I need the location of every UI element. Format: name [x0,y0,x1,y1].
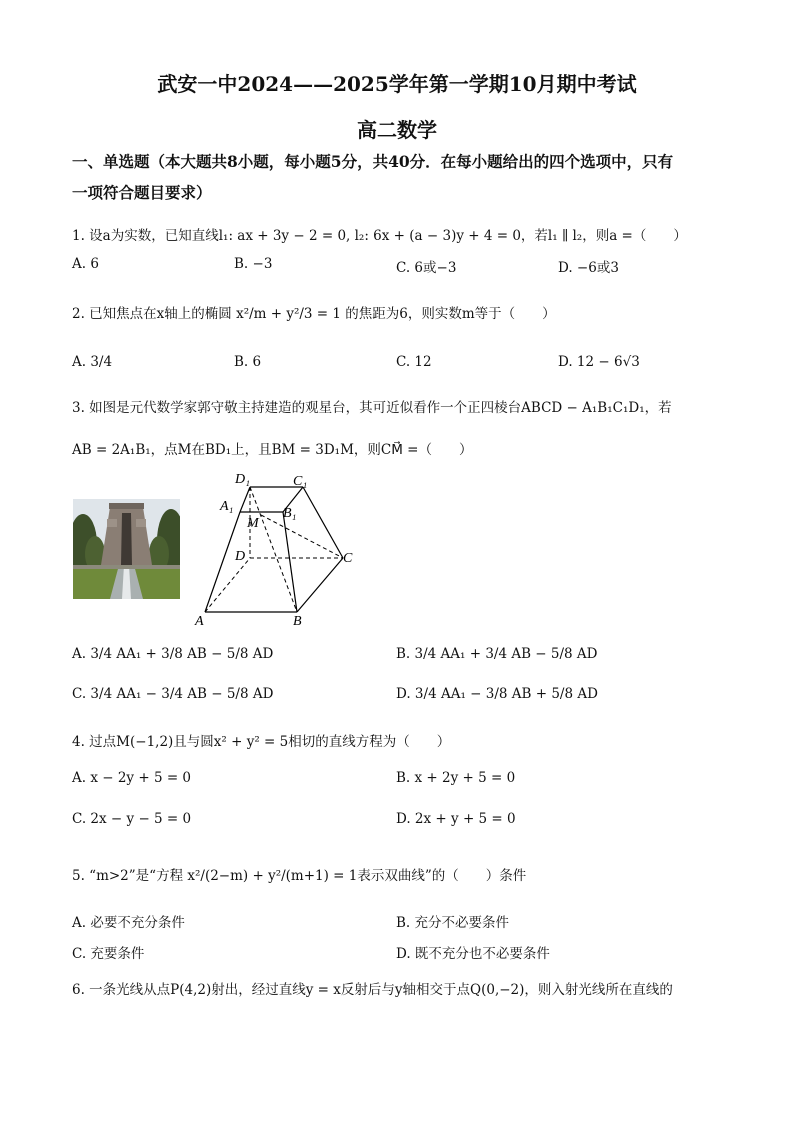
q5-option-c: C. 充要条件 [72,946,145,962]
q2-option-c: C. 12 [396,354,432,370]
frustum-figure [190,470,360,630]
q1-option-c: C. 6或−3 [396,260,457,276]
q2-option-a: A. 3/4 [72,354,113,370]
exam-title: 武安一中2024——2025学年第一学期10月期中考试 [157,72,637,96]
section-heading: 一、单选题（本大题共8小题，每小题5分，共40分．在每小题给出的四个选项中，只有 [72,152,674,171]
question-2-stem: 2. 已知焦点在x轴上的椭圆 x²/m + y²/3 = 1 的焦距为6，则实数m等于（ ） [72,306,556,322]
q4-option-c: C. 2x − y − 5 = 0 [72,811,192,827]
label-b: B [293,614,302,629]
label-c: C [343,551,353,566]
q4-option-a: A. x − 2y + 5 = 0 [72,770,192,786]
q2-option-d: D. 12 − 6√3 [558,354,640,370]
label-a: A [195,614,204,629]
label-a1: A₁ [220,499,234,514]
label-m: M [247,516,259,531]
section-heading-cont: 一项符合题目要求） [72,183,212,202]
q2-option-b: B. 6 [234,354,262,370]
q5-option-d: D. 既不充分也不必要条件 [396,946,550,962]
question-6-stem: 6. 一条光线从点P(4,2)射出，经过直线y = x反射后与y轴相交于点Q(0,−2)，则入射光线所在直线的 [72,982,673,998]
q3-option-d: D. 3/4 AA₁ − 3/8 AB + 5/8 AD [396,686,598,702]
question-4-stem: 4. 过点M(−1,2)且与圆x² + y² = 5相切的直线方程为（ ） [72,734,451,750]
q1-option-b: B. −3 [234,256,273,272]
q4-option-b: B. x + 2y + 5 = 0 [396,770,516,786]
q3-option-b: B. 3/4 AA₁ + 3/4 AB − 5/8 AD [396,646,598,662]
question-1-stem: 1. 设a为实数，已知直线l₁: ax + 3y − 2 = 0, l₂: 6x + (a − 3)y + 4 = 0，若l₁ ∥ l₂，则a =（ ） [72,228,687,244]
exam-subject: 高二数学 [357,118,437,142]
question-3-stem: 3. 如图是元代数学家郭守敬主持建造的观星台，其可近似看作一个正四棱台ABCD − A₁B₁C₁D₁，若 [72,400,672,416]
label-b1: B₁ [283,506,297,521]
q1-option-a: A. 6 [72,256,99,272]
label-d1: D₁ [235,472,250,487]
q3-option-c: C. 3/4 AA₁ − 3/4 AB − 5/8 AD [72,686,274,702]
q5-option-a: A. 必要不充分条件 [72,915,185,931]
label-c1: C₁ [293,474,308,489]
q1-option-d: D. −6或3 [558,260,619,276]
question-3-stem-cont: AB = 2A₁B₁，点M在BD₁上，且BM = 3D₁M，则CM⃗ =（ ） [72,442,473,458]
q4-option-d: D. 2x + y + 5 = 0 [396,811,516,827]
q5-option-b: B. 充分不必要条件 [396,915,510,931]
label-d: D [235,549,246,564]
q3-option-a: A. 3/4 AA₁ + 3/8 AB − 5/8 AD [72,646,274,662]
observatory-photo [73,499,180,599]
question-5-stem: 5. “m>2”是“方程 x²/(2−m) + y²/(m+1) = 1表示双曲线”的（ ）条件 [72,868,527,884]
